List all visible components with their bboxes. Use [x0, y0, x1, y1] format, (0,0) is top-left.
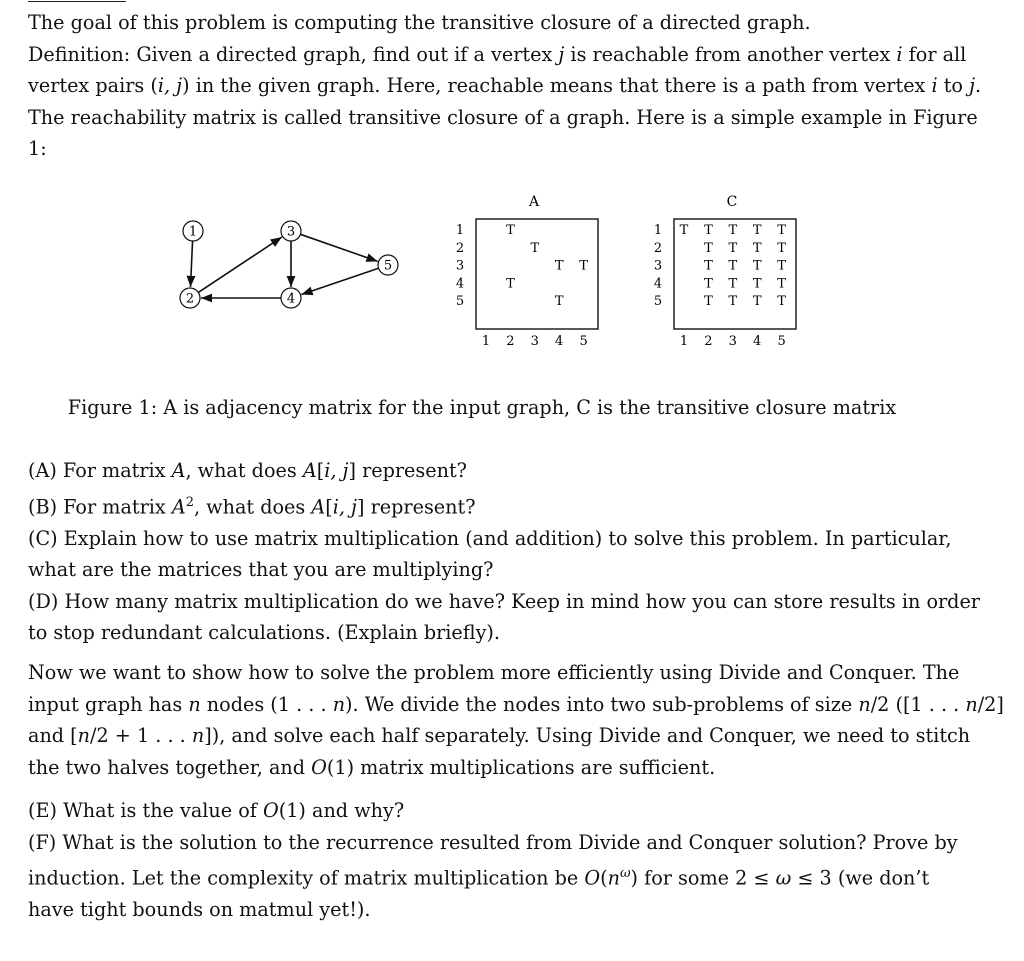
matrix-a-cell: T: [530, 240, 540, 256]
matrix-c-cell: T: [728, 240, 738, 256]
matrix-a-row-label: 2: [455, 240, 465, 256]
matrix-c-cell: T: [777, 294, 786, 310]
question-c-line-2: what are the matrices that you are multiplying?: [28, 558, 494, 582]
matrix-c-cell: T: [777, 223, 786, 238]
matrix-a-col-label: 5: [579, 334, 588, 349]
figure-caption: Figure 1: A is adjacency matrix for the input graph, C is the transitive closure matrix: [67, 396, 897, 419]
matrix-c-col-label: 4: [753, 334, 762, 349]
matrix-c-cell: T: [679, 223, 689, 238]
matrix-a-row-label: 5: [455, 294, 465, 310]
matrix-c-cell: T: [728, 276, 738, 292]
matrix-c-cell: T: [728, 258, 738, 274]
matrix-c-cell: T: [704, 276, 713, 292]
matrix-c-row-label: 3: [653, 258, 663, 274]
intro-paragraph: [28, 7, 982, 165]
figure-1: [160, 186, 820, 361]
dc-line-4: the two halves together, and O(1) matrix multiplications are sufficient.: [28, 755, 716, 779]
matrix-c-label: C: [726, 194, 738, 210]
question-d-line-1: (D) How many matrix multiplication do we have? Keep in mind how you can store results in order: [28, 589, 980, 613]
matrix-a-cell: T: [554, 294, 564, 310]
matrix-a-col-label: 4: [555, 334, 564, 349]
matrix-a-row-label: 4: [455, 276, 465, 292]
matrix-c-cell: T: [752, 276, 762, 292]
matrix-a-row-label: 1: [455, 223, 465, 238]
matrix-a-cell: T: [579, 258, 588, 274]
matrix-c-cell: T: [704, 294, 713, 310]
edge-5-4: [301, 268, 378, 294]
matrix-c-col-label: 2: [704, 334, 713, 349]
matrix-c-cell: T: [777, 240, 786, 256]
matrix-c-cell: T: [752, 258, 762, 274]
matrix-a-label: A: [528, 194, 540, 210]
matrix-c-cell: T: [704, 240, 713, 256]
node-4-label: 4: [286, 291, 296, 307]
matrix-c-cell: T: [728, 223, 738, 238]
matrix-a-row-label: 3: [455, 258, 465, 274]
matrix-c-cell: T: [752, 223, 762, 238]
intro-line-3: vertex pairs (i, j) in the given graph. Here, reachable means that there is a path from vertex i to j.: [28, 74, 982, 98]
matrix-a: [456, 194, 598, 349]
edge-3-5: [300, 234, 377, 261]
question-e: (E) What is the value of O(1) and why?: [28, 799, 405, 822]
edge-1-2: [190, 241, 192, 287]
matrix-a-cell: T: [554, 258, 564, 274]
dc-line-2: input graph has n nodes (1 . . . n). We divide the nodes into two sub-problems of size n/2 ([1 . . . n/2]: [28, 692, 1004, 716]
matrix-a-col-label: 3: [530, 334, 539, 349]
matrix-c-cell: T: [704, 258, 713, 274]
dc-line-1: Now we want to show how to solve the problem more efficiently using Divide and Conquer. The: [28, 661, 960, 684]
node-5-label: 5: [383, 258, 393, 274]
intro-line-2: Definition: Given a directed graph, find out if a vertex j is reachable from another vertex i for all: [28, 42, 967, 66]
matrix-c-row-label: 1: [653, 223, 663, 238]
matrix-c-col-label: 3: [728, 334, 737, 349]
matrix-c-cell: T: [752, 240, 762, 256]
matrix-c-col-label: 5: [777, 334, 786, 349]
matrix-c-cell: T: [752, 294, 762, 310]
intro-line-1: The goal of this problem is computing the transitive closure of a directed graph.: [28, 11, 811, 34]
question-f-line-3: have tight bounds on matmul yet!).: [28, 898, 371, 922]
matrix-c-cell: T: [728, 294, 738, 310]
matrix-a-frame: [476, 219, 598, 329]
intro-line-5: 1:: [28, 137, 47, 161]
node-3-label: 3: [286, 224, 296, 240]
matrix-c-cell: T: [777, 258, 786, 274]
matrix-c-cell: T: [777, 276, 786, 292]
questions-e-f: [28, 795, 958, 926]
matrix-a-cell: T: [506, 223, 515, 238]
top-rule: [28, 1, 126, 2]
node-1-label: 1: [188, 224, 198, 240]
matrix-a-col-label: 1: [481, 334, 491, 349]
matrix-c-cell: T: [704, 223, 713, 238]
directed-graph: [180, 221, 398, 308]
question-a: (A) For matrix A, what does A[i, j] represent?: [28, 459, 467, 482]
questions-a-d: [28, 455, 980, 649]
node-2-label: 2: [185, 291, 195, 307]
matrix-c-row-label: 2: [653, 240, 663, 256]
matrix-c-row-label: 5: [653, 294, 663, 310]
question-d-line-2: to stop redundant calculations. (Explain briefly).: [28, 621, 501, 645]
intro-line-4: The reachability matrix is called transitive closure of a graph. Here is a simple example in Figure: [28, 105, 978, 129]
matrix-c: [654, 194, 796, 349]
matrix-c-row-label: 4: [653, 276, 663, 292]
edge-2-3: [198, 237, 282, 292]
matrix-a-col-label: 2: [506, 334, 515, 349]
question-f-line-1: (F) What is the solution to the recurrence resulted from Divide and Conquer solution? Prove by: [28, 830, 958, 854]
question-c-line-1: (C) Explain how to use matrix multiplication (and addition) to solve this problem. In particular,: [28, 526, 952, 550]
divide-conquer-paragraph: [28, 657, 1004, 783]
matrix-c-col-label: 1: [679, 334, 689, 349]
question-f-line-2: induction. Let the complexity of matrix multiplication be $O(n^\omega)$ for some 2 ≤ ω ≤ 3 (we don’t: [28, 866, 930, 890]
matrix-a-cell: T: [506, 276, 515, 292]
question-b: (B) For matrix $A^2$, what does A[i, j] represent?: [28, 494, 476, 518]
dc-line-3: and [n/2 + 1 . . . n]), and solve each half separately. Using Divide and Conquer, we need to stitch: [28, 724, 971, 748]
